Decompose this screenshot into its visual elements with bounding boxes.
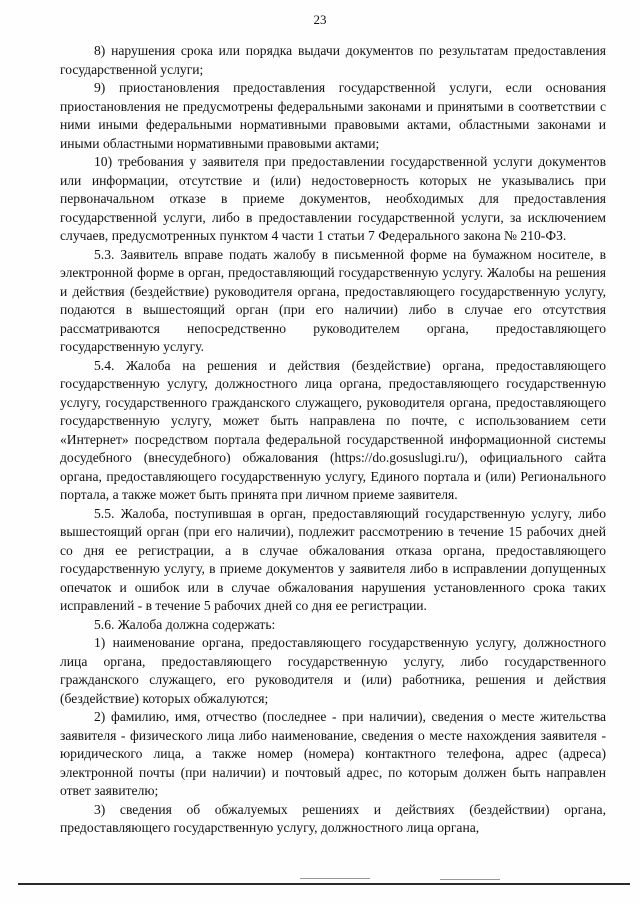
paragraph-5-3: 5.3. Заявитель вправе подать жалобу в письменной форме на бумажном носителе, в электронной форме в орган, предоставляющий государственную услугу. Жалобы на решения и действия (бездействие) руководителя органа, предоставляющего государственную услугу, подаются в вышестоящий орган (при его наличии) либо в случае его отсутствия рассматриваются непосредственно руководителем органа, предоставляющего государственную услугу. (60, 246, 606, 354)
page-bottom-rule (18, 883, 630, 885)
scan-artifact (440, 879, 500, 880)
paragraph-item-8: 8) нарушения срока или порядка выдачи документов по результатам предоставления государственной услуги; (60, 43, 606, 77)
document-body (60, 42, 606, 838)
paragraph-item-10: 10) требования у заявителя при предоставлении государственной услуги документов или информации, отсутствие и (или) недостоверность которых не указывались при первоначальном отказе в приеме документов, необходимых для предоставления государственной услуги, либо в предоставлении государственной услуги, за исключением случаев, предусмотренных пунктом 4 части 1 статьи 7 Федерального закона № 210-ФЗ. (60, 154, 606, 243)
paragraph-5-6-item-2: 2) фамилию, имя, отчество (последнее - при наличии), сведения о месте жительства заявителя - физического лица либо наименование, сведения о месте нахождения заявителя - юридического лица, а также номер (номера) контактного телефона, адрес (адреса) электронной почты (при наличии) и почтовый адрес, по которым должен быть направлен ответ заявителю; (60, 709, 606, 798)
page-number: 23 (313, 12, 327, 27)
paragraph-5-5: 5.5. Жалоба, поступившая в орган, предоставляющий государственную услугу, либо вышестоящий орган (при его наличии), подлежит рассмотрению в течение 15 рабочих дней со дня ее регистрации, а в случае обжалования отказа органа, предоставляющего государственную услугу, в приеме документов у заявителя либо в исправлении допущенных опечаток и ошибок или в случае обжалования нарушения установленного срока таких исправлений - в течение 5 рабочих дней со дня ее регистрации. (60, 505, 606, 613)
paragraph-5-4: 5.4. Жалоба на решения и действия (бездействие) органа, предоставляющего государственную услугу, должностного лица органа, предоставляющего государственную услугу, государственного гражданского служащего, руководителя органа, предоставляющего государственную услугу, может быть направлена по почте, с использованием сети «Интернет» посредством портала федеральной государственной информационной системы досудебного (внесудебного) обжалования (https://do.gosuslugi.ru/), официального сайта органа, предоставляющего государственную услугу, Единого портала и (или) Регионального портала, а также может быть принята при личном приеме заявителя. (60, 357, 606, 502)
paragraph-item-9: 9) приостановления предоставления государственной услуги, если основания приостановления не предусмотрены федеральными законами и принятыми в соответствии с ними иными федеральными нормативными правовыми актами, областными законами и иными областными нормативными правовыми актами; (60, 80, 606, 151)
paragraph-5-6: 5.6. Жалоба должна содержать: (94, 616, 276, 632)
paragraph-5-6-item-3: 3) сведения об обжалуемых решениях и действиях (бездействии) органа, предоставляющего государственную услугу, должностного лица органа, (60, 801, 606, 835)
scan-artifact (300, 878, 370, 879)
paragraph-5-6-item-1: 1) наименование органа, предоставляющего государственную услугу, должностного лица органа, предоставляющего государственную услугу, либо государственного гражданского служащего, его руководителя и (или) работника, решения и действия (бездействие) которых обжалуются; (60, 635, 606, 706)
